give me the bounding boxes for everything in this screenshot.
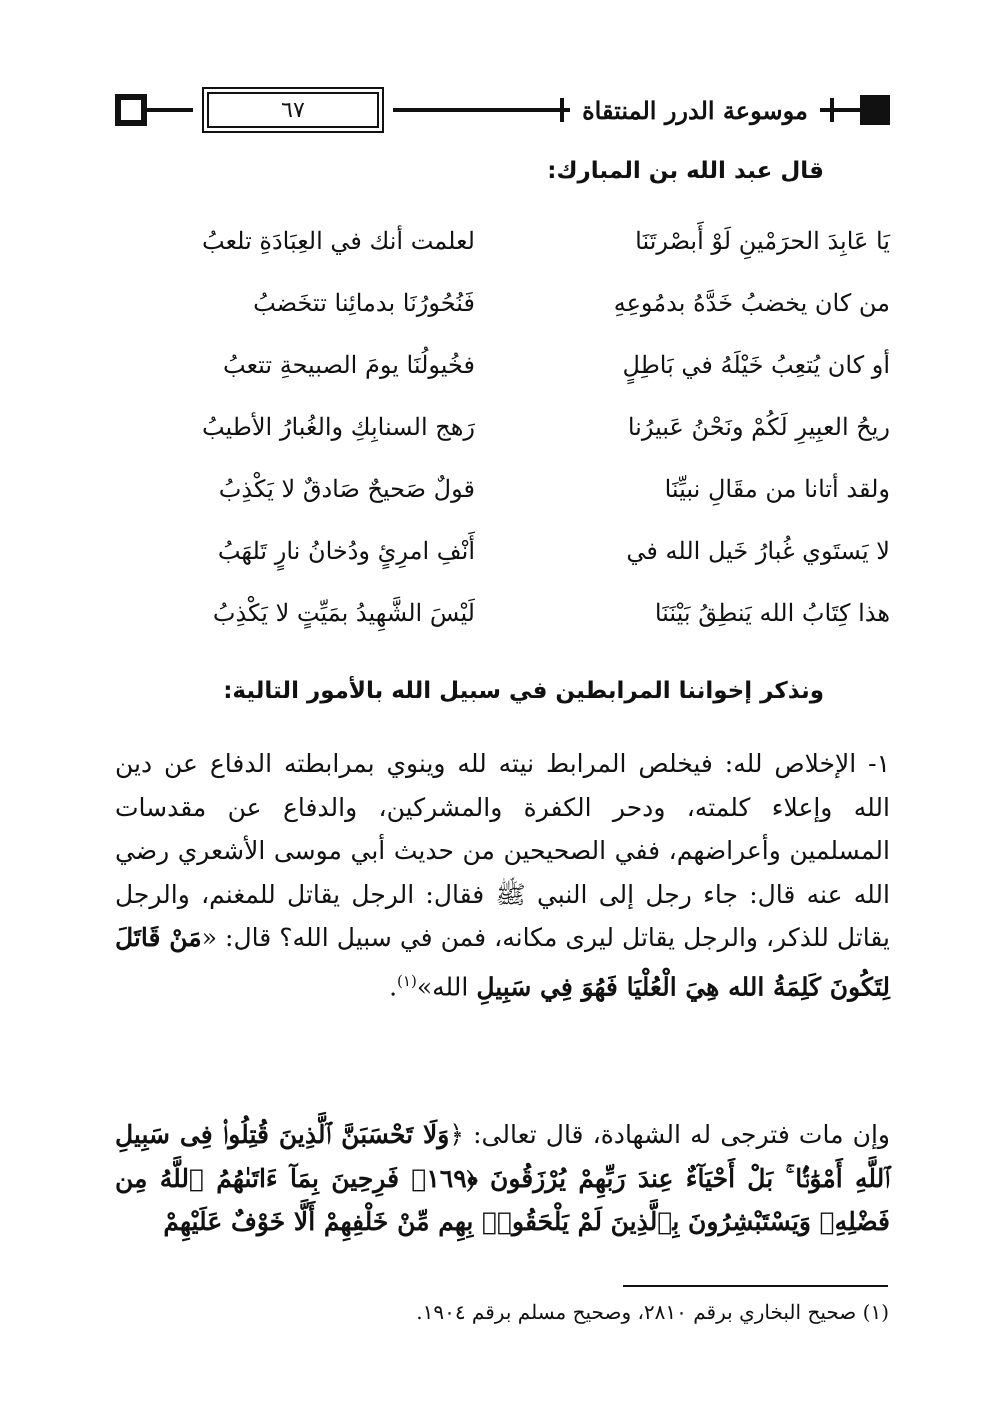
poem-verse [115,458,890,520]
poem-verse [115,520,890,582]
section-heading: ونذكر إخواننا المرابطين في سبيل الله بالأمور التالية: [223,678,824,704]
book-title: موسوعة الدرر المنتقاة [582,95,808,125]
footnote-rule [623,1285,888,1287]
quran-verse: وَلَا تَحْسَبَنَّ ٱلَّذِينَ قُتِلُوا۟ فِى سَبِيلِ ٱللَّهِ أَمْوَٰتًۢا ۚ بَلْ أَحْيَآءٌ عِندَ رَبِّهِمْ يُرْزَقُونَ ﴿١٦٩﴾ فَرِحِينَ بِمَآ ءَاتَىٰهُمُ ٱللَّهُ مِن فَضْلِهِۦ وَيَسْتَبْشِرُونَ بِٱلَّذِينَ لَمْ يَلْحَقُوا۟ بِهِم مِّنْ خَلْفِهِمْ أَلَّا خَوْفٌ عَلَيْهِمْ [115,1120,890,1236]
verse-first-hemistich: يَا عَابِدَ الحرَمْينِ لَوْ أَبصْرتَنَا [635,227,890,255]
verse-second-hemistich: لَيْسَ الشَّهِيدُ بمَيِّتٍ لا يَكْذِبُ [212,599,475,627]
paragraph-text: وإن مات فترجى له الشهادة، قال تعالى: ﴿ [449,1120,890,1149]
poem-verse [115,334,890,396]
verse-second-hemistich: لعلمت أنك في العِبَادَةِ تلعبُ [202,227,475,255]
page-number: ٦٧ [207,92,379,128]
verse-first-hemistich: أو كان يُتعِبُ خَيْلَهُ في بَاطِلٍ [622,351,890,379]
paragraph-sincerity [115,742,890,1008]
paragraph-text: . [389,971,398,1001]
paragraph-text: الله» [416,971,477,1001]
section-heading: قال عبد الله بن المبارك: [547,158,824,184]
paragraph-martyrdom [115,1113,890,1244]
paragraph-text: ١- الإخلاص لله: فيخلص المرابط نيته لله وينوي بمرابطته الدفاع عن دين الله وإعلاء كلمته، ودحر الكفرة والمشركين، والدفاع عن مقدسات المسلمين وأعراضهم، ففي الصحيحين من حديث أبي موسى الأشعري رضي الله عنه قال: جاء رجل إلى النبي ﷺ فقال: الرجل يقاتل للمغنم، والرجل يقاتل للذكر، والرجل يقاتل ليرى مكانه، فمن في سبيل الله؟ قال: « [115,749,891,952]
page-header [115,88,890,132]
verse-second-hemistich: فخُيولُنَا يومَ الصبيحةِ تتعبُ [223,351,475,379]
poem [115,210,890,644]
poem-verse [115,210,890,272]
poem-verse [115,396,890,458]
header-ornament-left [115,94,147,126]
verse-first-hemistich: لا يَستَوي غُبارُ خَيل الله في [626,537,890,565]
verse-second-hemistich: فَنُحُورُنَا بدمائِنا تتخَضبُ [253,289,475,317]
verse-first-hemistich: من كان يخضبُ خَدَّهُ بدمُوعِهِ [613,289,890,317]
poem-verse [115,272,890,334]
verse-second-hemistich: أَنْفِ امرِئٍ ودُخانُ نارٍ تَلهَبُ [217,537,475,565]
verse-second-hemistich: رَهج السنابِكِ والغُبارُ الأطيبُ [201,413,475,441]
verse-first-hemistich: ولقد أتانا من مقَالِ نبيِّنَا [664,475,890,503]
verse-first-hemistich: هذا كِتَابُ الله يَنطِقُ بَيْنَنَا [654,599,890,627]
poem-verse [115,582,890,644]
verse-first-hemistich: ريحُ العبِيرِ لَكُمْ ونَحْنُ عَبيرُنا [627,413,890,441]
footnote: (١) صحيح البخاري برقم ٢٨١٠، وصحيح مسلم برقم ١٩٠٤. [416,1300,889,1324]
header-tick [830,98,834,122]
header-ornament-right [860,95,890,125]
hadith-bold: مَنْ قَاتَلَ لِتَكُونَ كَلِمَةُ الله هِيَ الْعُلْيَا فَهُوَ فِي سَبِيلِ [115,923,890,1001]
verse-second-hemistich: قولٌ صَحيحٌ صَادقٌ لا يَكْذِبُ [218,475,475,503]
page-number-frame [193,88,393,132]
header-title-frame [570,88,820,132]
header-tick [560,98,564,122]
footnote-ref[interactable]: (١) [397,971,417,990]
